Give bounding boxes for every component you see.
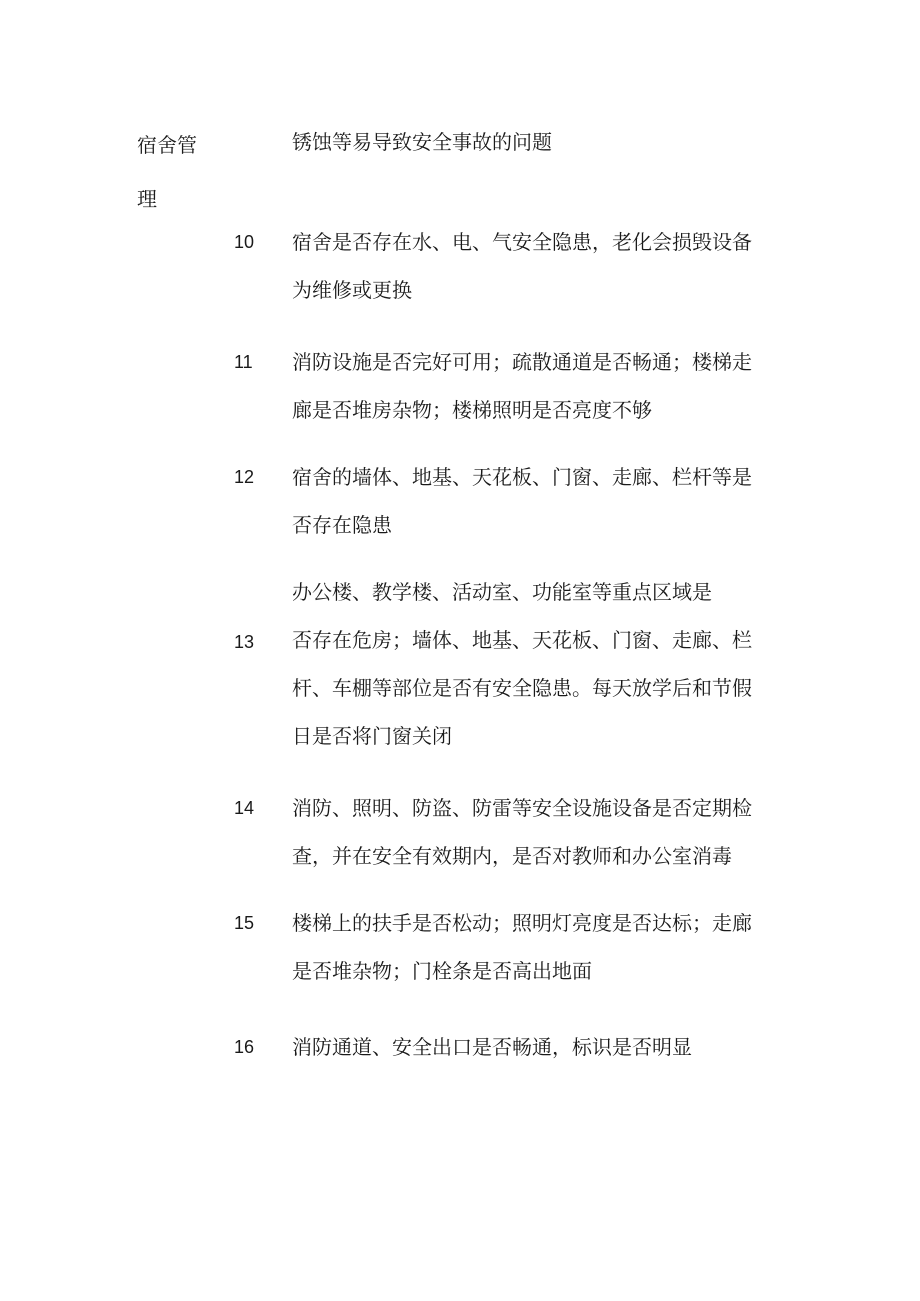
row-text-line: 廊是否堆房杂物；楼梯照明是否亮度不够 xyxy=(292,398,652,422)
row-text-line: 查，并在安全有效期内，是否对教师和办公室消毒 xyxy=(292,844,732,868)
row-text-line: 消防设施是否完好可用；疏散通道是否畅通；楼梯走 xyxy=(292,350,752,374)
row-text xyxy=(292,899,792,995)
row-number: 10 xyxy=(234,232,255,252)
category-line-2: 理 xyxy=(137,187,157,211)
row-text-line: 宿舍的墙体、地基、天花板、门窗、走廊、栏杆等是 xyxy=(292,465,752,489)
row-number: 15 xyxy=(234,913,255,933)
row-text-line: 否存在危房；墙体、地基、天花板、门窗、走廊、栏 xyxy=(292,628,752,652)
row-text xyxy=(292,338,792,434)
row-text-line: 否存在隐患 xyxy=(292,513,392,537)
row-text-line: 办公楼、教学楼、活动室、功能室等重点区域是 xyxy=(292,580,712,604)
row-text-line: 消防、照明、防盗、防雷等安全设施设备是否定期检 xyxy=(292,796,752,820)
row-text xyxy=(292,453,792,549)
row-number: 13 xyxy=(234,632,255,652)
row-text-line: 为维修或更换 xyxy=(292,278,412,302)
row-number: 11 xyxy=(234,352,253,372)
row-text xyxy=(292,568,792,760)
row-text xyxy=(292,784,792,880)
row-text-line: 楼梯上的扶手是否松动；照明灯亮度是否达标；走廊 xyxy=(292,911,752,935)
row-text-line: 宿舍是否存在水、电、气安全隐患，老化会损毁设备 xyxy=(292,230,752,254)
row-text-line: 是否堆杂物；门栓条是否高出地面 xyxy=(292,959,592,983)
category-line-1: 宿舍管 xyxy=(137,133,197,157)
row-text-line: 日是否将门窗关闭 xyxy=(292,724,452,748)
category-cell xyxy=(137,118,217,226)
row-number: 16 xyxy=(234,1037,255,1057)
continuation-text: 锈蚀等易导致安全事故的问题 xyxy=(292,130,552,154)
row-number: 14 xyxy=(234,798,255,818)
row-number: 12 xyxy=(234,467,255,487)
row-text-line: 杆、车棚等部位是否有安全隐患。每天放学后和节假 xyxy=(292,676,752,700)
row-text-line: 消防通道、安全出口是否畅通，标识是否明显 xyxy=(292,1035,692,1059)
row-text xyxy=(292,1023,792,1071)
row-text xyxy=(292,218,792,314)
